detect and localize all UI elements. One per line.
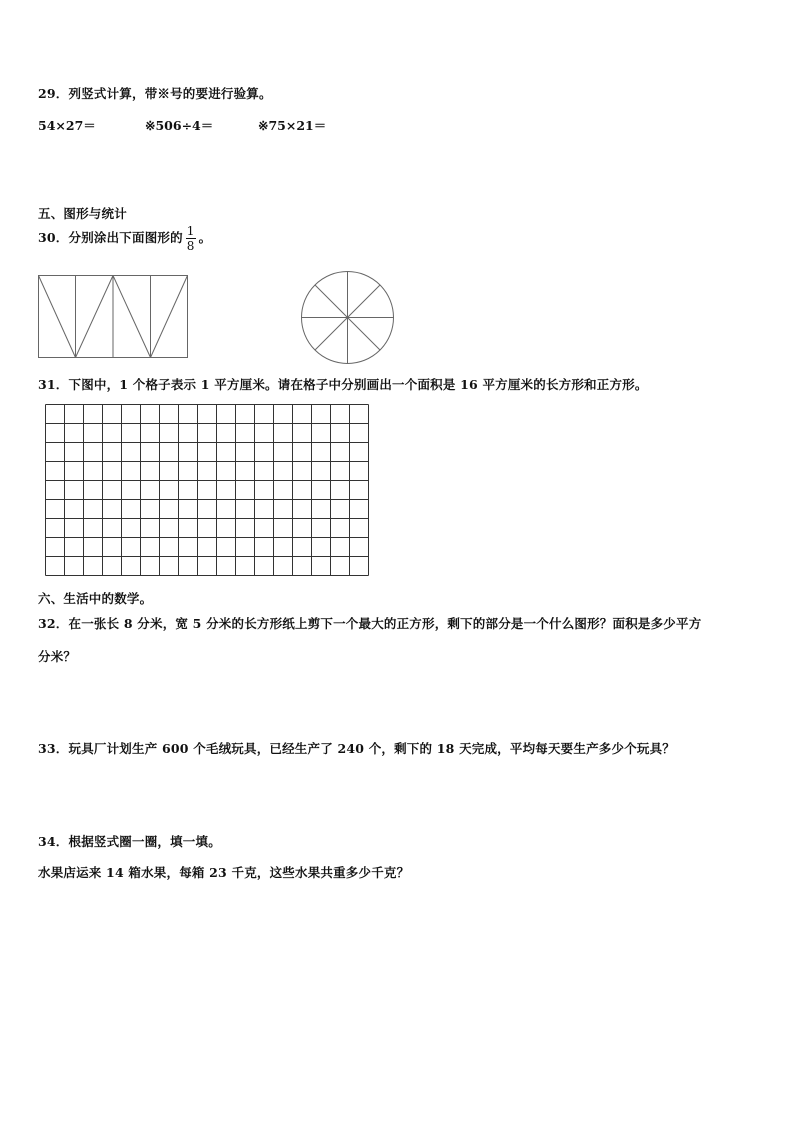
square-grid[interactable]	[45, 404, 369, 576]
rect-diagonal-line	[76, 276, 114, 358]
q29-prompt: 29．列竖式计算，带※号的要进行验算。	[38, 86, 272, 101]
rect-diagonal-line	[39, 276, 76, 358]
q30-prompt	[38, 224, 211, 253]
q29-expr-2: ※506÷4＝	[145, 118, 214, 133]
eighths-circle-figure	[300, 270, 395, 365]
q29-expr-1: 54×27＝	[38, 118, 96, 133]
one-eighth-fraction	[186, 224, 196, 253]
q34-prompt: 34．根据竖式圈一圈，填一填。	[38, 834, 221, 849]
q34-subquestion: 水果店运来 14 箱水果，每箱 23 千克，这些水果共重多少千克？	[38, 865, 410, 880]
q32-prompt-line-2: 分米？	[38, 649, 77, 664]
q32-prompt-line-1: 32．在一张长 8 分米，宽 5 分米的长方形纸上剪下一个最大的正方形，剩下的部分是一个什么图形？面积是多少平方	[38, 616, 702, 631]
fraction-denominator: 8	[186, 239, 195, 253]
rect-diagonal-line	[151, 276, 188, 358]
triangle-rectangle-figure	[38, 275, 188, 359]
q31-prompt: 31．下图中，1 个格子表示 1 平方厘米。请在格子中分别画出一个面积是 16 平方厘米的长方形和正方形。	[38, 377, 648, 392]
fraction-numerator: 1	[186, 224, 195, 238]
q33-prompt: 33．玩具厂计划生产 600 个毛绒玩具，已经生产了 240 个，剩下的 18 天完成，平均每天要生产多少个玩具？	[38, 741, 675, 756]
rect-diagonal-line	[113, 276, 151, 358]
q30-prompt-text: 30．分别涂出下面图形的	[38, 230, 183, 245]
section-6-title: 六、生活中的数学。	[38, 591, 153, 606]
section-5-title: 五、图形与统计	[38, 206, 127, 221]
q29-expr-3: ※75×21＝	[258, 118, 327, 133]
q30-prompt-suffix: 。	[198, 230, 212, 245]
